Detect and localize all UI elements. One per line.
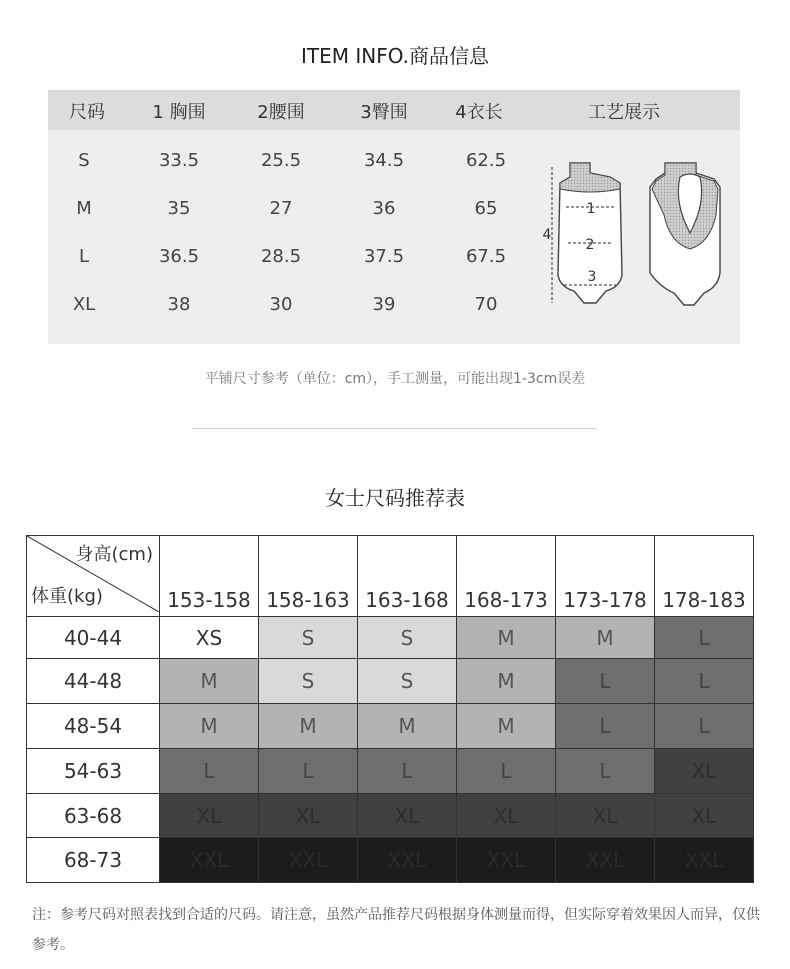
height-header: 173-178	[556, 536, 655, 617]
weight-range-cell: 68-73	[27, 838, 160, 883]
size-cell: XXL	[259, 838, 358, 883]
label-waist: 2	[585, 237, 595, 253]
size-cell: S	[358, 659, 457, 704]
corner-cell	[27, 536, 160, 617]
size-cell: XXL	[457, 838, 556, 883]
height-axis-label: 身高(cm)	[75, 544, 153, 565]
info-value: 62.5	[465, 150, 507, 171]
info-size: XL	[72, 294, 96, 315]
size-cell: S	[259, 617, 358, 659]
height-header: 178-183	[655, 536, 754, 617]
size-cell: M	[457, 704, 556, 749]
label-length: 4	[542, 227, 552, 243]
info-value: 65	[474, 198, 498, 219]
size-cell: XL	[457, 794, 556, 838]
measurement-note: 平铺尺寸参考（单位：cm），手工测量，可能出现1-3cm误差	[204, 371, 586, 387]
height-header: 168-173	[457, 536, 556, 617]
header-craft: 工艺展示	[588, 102, 660, 123]
table-row	[27, 749, 754, 794]
height-header: 158-163	[259, 536, 358, 617]
table-row	[27, 794, 754, 838]
weight-range-cell: 44-48	[27, 659, 160, 704]
info-value: 30	[269, 294, 293, 315]
size-cell: M	[556, 617, 655, 659]
size-cell: XL	[655, 794, 754, 838]
info-value: 28.5	[260, 246, 302, 267]
header-chest: 1 胸围	[152, 102, 206, 123]
size-cell: M	[358, 704, 457, 749]
info-value: 25.5	[260, 150, 302, 171]
size-cell: L	[160, 749, 259, 794]
table-row	[27, 704, 754, 749]
size-cell: L	[655, 704, 754, 749]
info-value: 70	[474, 294, 498, 315]
size-cell: L	[358, 749, 457, 794]
size-cell: XL	[556, 794, 655, 838]
recommend-note: 注：参考尺码对照表找到合适的尺码。请注意，虽然产品推荐尺码根据身体测量而得，但实际穿着效果因人而异，仅供参考。	[32, 907, 760, 953]
size-cell: L	[655, 659, 754, 704]
info-value: 39	[372, 294, 396, 315]
size-cell: XL	[160, 794, 259, 838]
size-cell: L	[259, 749, 358, 794]
size-cell: XL	[259, 794, 358, 838]
size-cell: XXL	[655, 838, 754, 883]
info-value: 37.5	[363, 246, 405, 267]
table-body	[27, 617, 754, 883]
size-cell: S	[358, 617, 457, 659]
weight-range-cell: 63-68	[27, 794, 160, 838]
recommend-title: 女士尺码推荐表	[325, 486, 465, 510]
info-value: 36	[372, 198, 396, 219]
size-cell: M	[259, 704, 358, 749]
size-cell: S	[259, 659, 358, 704]
garment-diagram	[540, 155, 730, 315]
size-cell: XS	[160, 617, 259, 659]
size-cell: XL	[655, 749, 754, 794]
table-row	[27, 617, 754, 659]
info-value: 27	[269, 198, 293, 219]
size-cell: L	[556, 704, 655, 749]
label-hip: 3	[587, 269, 597, 285]
info-title: ITEM INFO.商品信息	[300, 44, 490, 68]
info-size: L	[78, 246, 90, 267]
info-value: 35	[167, 198, 191, 219]
info-value: 38	[167, 294, 191, 315]
header-waist: 2腰围	[257, 102, 305, 123]
size-recommendation-table	[26, 535, 754, 883]
size-cell: XXL	[160, 838, 259, 883]
info-value: 33.5	[158, 150, 200, 171]
weight-range-cell: 54-63	[27, 749, 160, 794]
header-length: 4衣长	[455, 102, 503, 123]
table-header-row	[27, 536, 754, 617]
header-hip: 3臀围	[360, 102, 408, 123]
size-cell: M	[160, 659, 259, 704]
weight-axis-label: 体重(kg)	[31, 586, 103, 607]
label-chest: 1	[586, 201, 596, 217]
weight-range-cell: 48-54	[27, 704, 160, 749]
table-row	[27, 659, 754, 704]
size-cell: L	[556, 659, 655, 704]
size-cell: M	[457, 617, 556, 659]
size-cell: M	[160, 704, 259, 749]
front-view	[543, 163, 622, 303]
table-row	[27, 838, 754, 883]
size-cell: XXL	[358, 838, 457, 883]
info-size: S	[78, 150, 90, 171]
size-cell: XL	[358, 794, 457, 838]
header-size: 尺码	[69, 102, 105, 123]
size-cell: L	[655, 617, 754, 659]
weight-range-cell: 40-44	[27, 617, 160, 659]
size-cell: L	[457, 749, 556, 794]
info-value: 34.5	[363, 150, 405, 171]
info-value: 36.5	[158, 246, 200, 267]
size-cell: M	[457, 659, 556, 704]
info-size: M	[76, 198, 92, 219]
size-cell: L	[556, 749, 655, 794]
height-header: 153-158	[160, 536, 259, 617]
height-header: 163-168	[358, 536, 457, 617]
section-divider	[192, 428, 597, 429]
back-view	[650, 163, 720, 305]
size-cell: XXL	[556, 838, 655, 883]
info-value: 67.5	[465, 246, 507, 267]
